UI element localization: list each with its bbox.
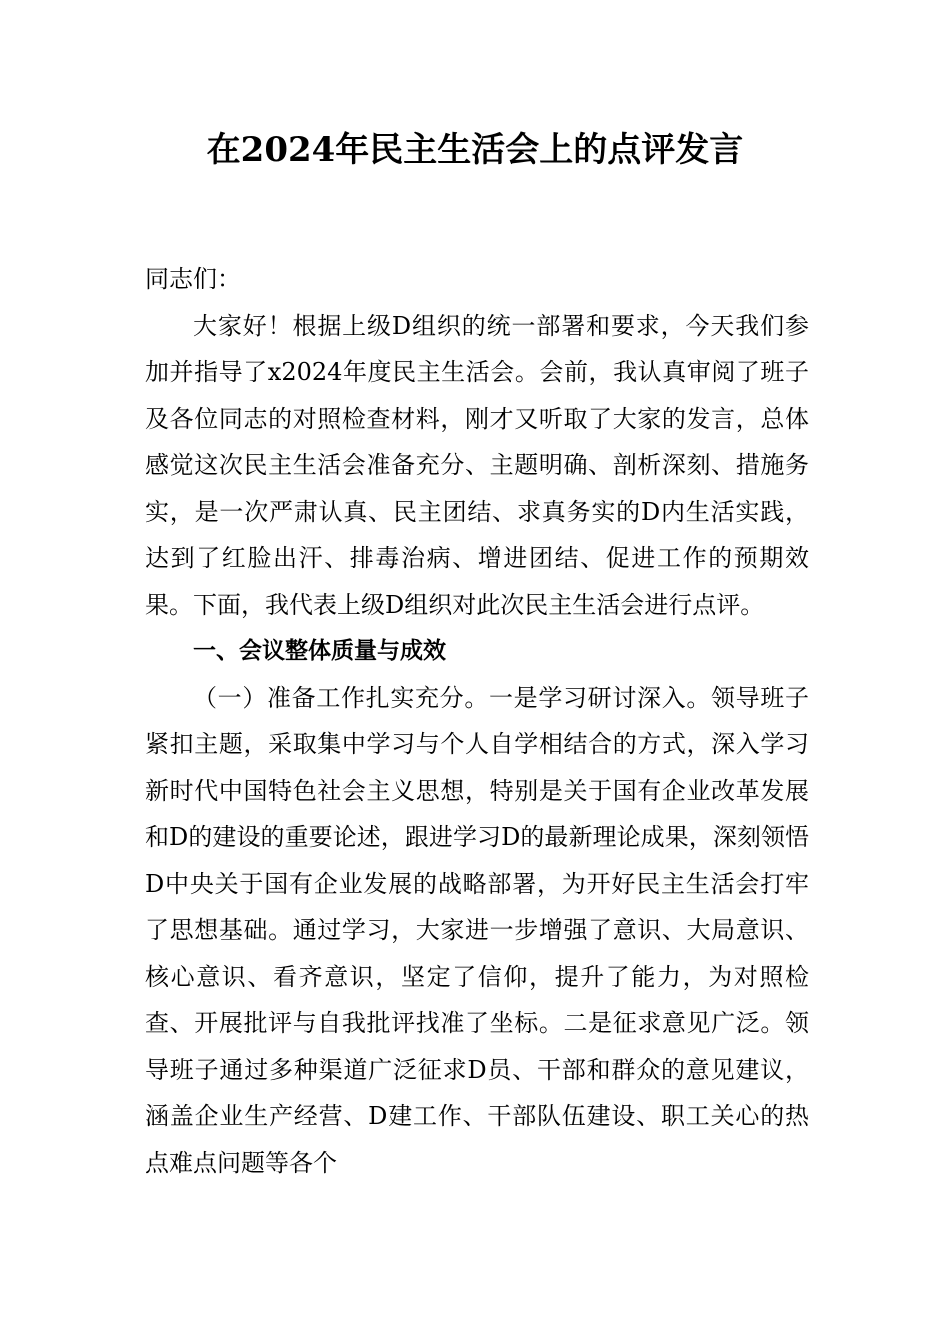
intro-paragraph: 大家好！根据上级D组织的统一部署和要求，今天我们参加并指导了x2024年度民主生活会。会前，我认真审阅了班子及各位同志的对照检查材料，刚才又听取了大家的发言，总体感觉这次民主生活会准备充分、主题明确、剖析深刻、措施务实，是一次严肃认真、民主团结、求真务实的D内生活实践，达到了红脸出汗、排毒治病、增进团结、促进工作的预期效果。下面，我代表上级D组织对此次民主生活会进行点评。 [145,311,809,619]
greeting: 同志们： [145,265,241,293]
subsection-body: 一是学习研讨深入。领导班子紧扣主题，采取集中学习与个人自学相结合的方式，深入学习新时代中国特色社会主义思想，特别是关于国有企业改革发展和D的建设的重要论述，跟进学习D的最新理论成果，深刻领悟D中央关于国有企业发展的战略部署，为开好民主生活会打牢了思想基础。通过学习，大家进一步增强了意识、大局意识、核心意识、看齐意识，坚定了信仰，提升了能力，为对照检查、开展批评与自我批评找准了坐标。二是征求意见广泛。领导班子通过多种渠道广泛征求D员、干部和群众的意见建议，涵盖企业生产经营、D建工作、干部队伍建设、职工关心的热点难点问题等各个 [145,683,809,1177]
document-title: 在2024年民主生活会上的点评发言 [206,130,744,170]
subsection-paragraph [145,675,809,1187]
section-heading: 一、会议整体质量与成效 [193,638,446,664]
document-body [145,256,809,1186]
subsection-label: （一）准备工作扎实充分。 [193,683,489,712]
